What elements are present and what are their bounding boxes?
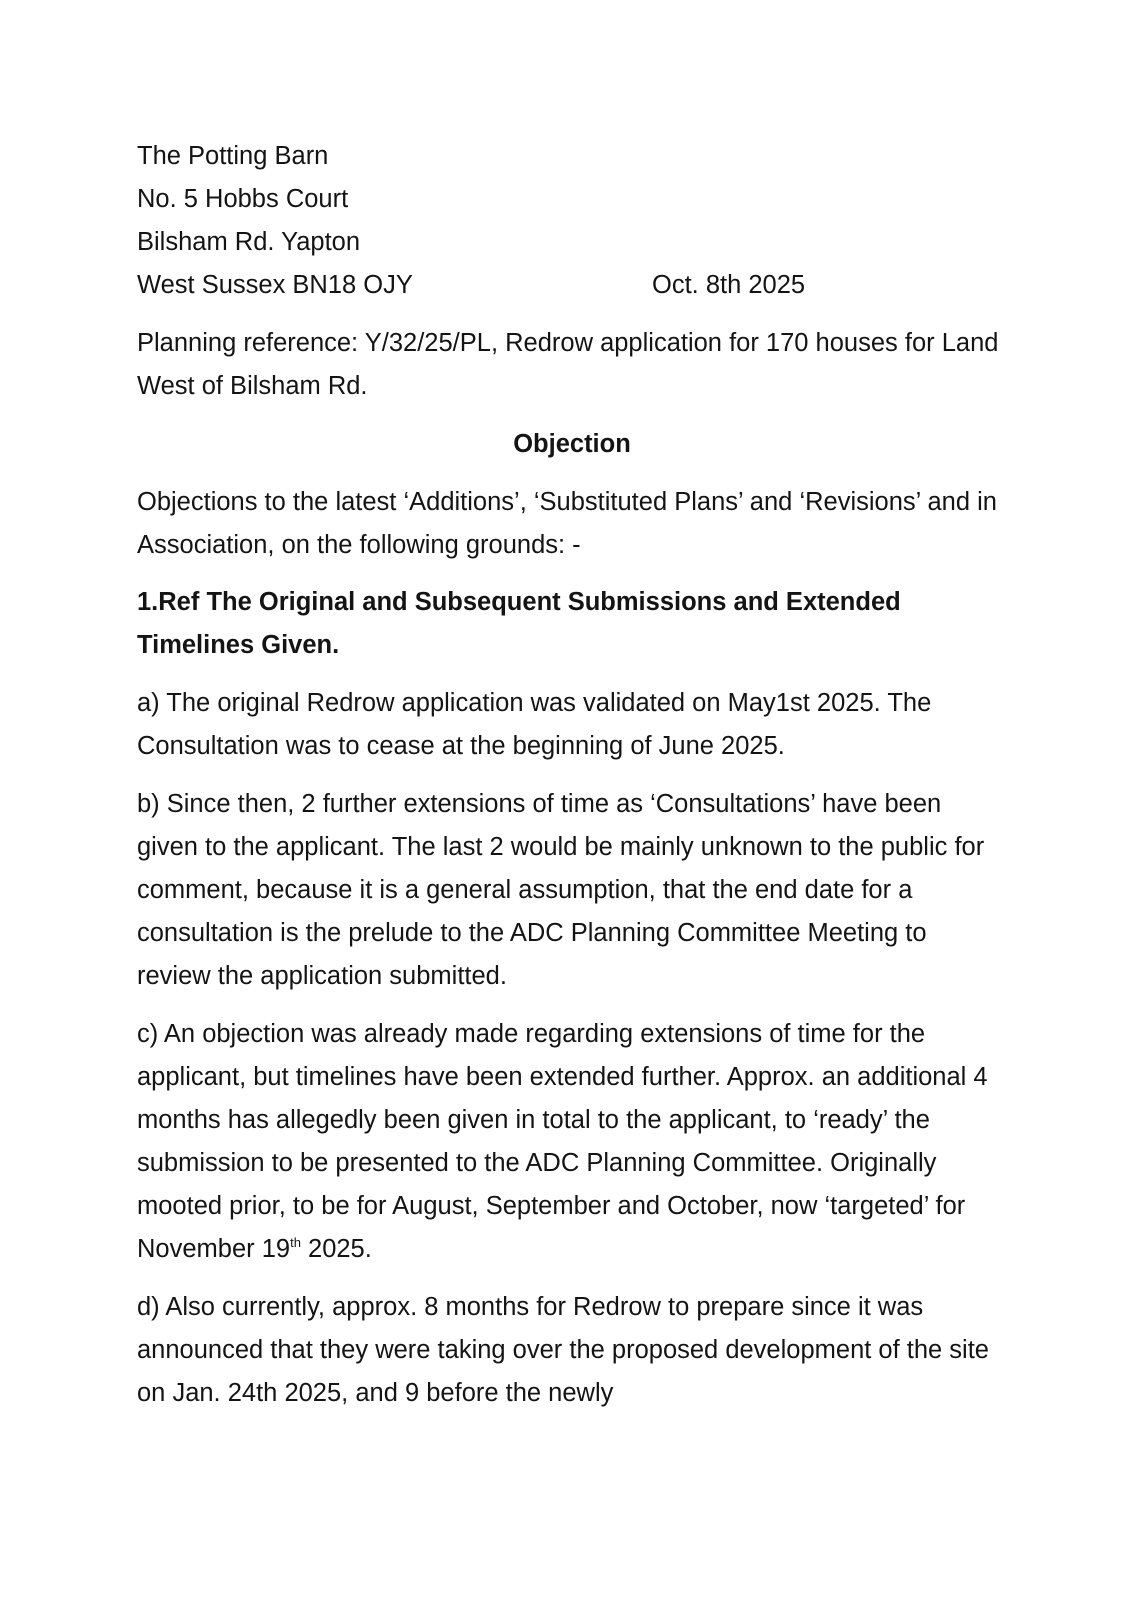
address-line-4: West Sussex BN18 OJY: [137, 271, 413, 299]
paragraph-a: a) The original Redrow application was validated on May1st 2025. The Consultation was to cease at the beginning of June 2025.: [137, 689, 932, 760]
letter-title: Objection: [513, 430, 631, 458]
planning-reference: Planning reference: Y/32/25/PL, Redrow application for 170 houses for Land West of Bilsham Rd.: [137, 329, 999, 400]
section-1-heading: 1.Ref The Original and Subsequent Submissions and Extended Timelines Given.: [137, 588, 901, 659]
address-line-2: No. 5 Hobbs Court: [137, 185, 349, 213]
paragraph-d: d) Also currently, approx. 8 months for Redrow to prepare since it was announced that they were taking over the proposed development of the site on Jan. 24th 2025, and 9 before the newly: [137, 1293, 989, 1407]
sender-address: [137, 135, 1007, 307]
ordinal-suffix: th: [290, 1235, 301, 1250]
paragraph-c-text: c) An objection was already made regarding extensions of time for the applicant, but timelines have been extended further. Approx. an additional 4 months has allegedly been given in total to the applicant, to ‘ready’ the submission to be presented to the ADC Planning Committee. Originally mooted prior, to be for August, September and October, now ‘targeted’ for November 19: [137, 1020, 988, 1263]
paragraph-b: b) Since then, 2 further extensions of time as ‘Consultations’ have been given to the applicant. The last 2 would be mainly unknown to the public for comment, because it is a general assumption, that the end date for a consultation is the prelude to the ADC Planning Committee Meeting to review the application submitted.: [137, 790, 985, 990]
paragraph-c: [137, 1013, 1007, 1271]
intro-paragraph: Objections to the latest ‘Additions’, ‘Substituted Plans’ and ‘Revisions’ and in Association, on the following grounds: -: [137, 488, 997, 559]
letter-date: Oct. 8th 2025: [652, 271, 806, 299]
address-date-row: [137, 264, 1007, 307]
address-line-1: The Potting Barn: [137, 142, 329, 170]
letter-page: [137, 135, 1007, 1415]
paragraph-c-end: 2025.: [300, 1235, 372, 1263]
address-line-3: Bilsham Rd. Yapton: [137, 228, 361, 256]
